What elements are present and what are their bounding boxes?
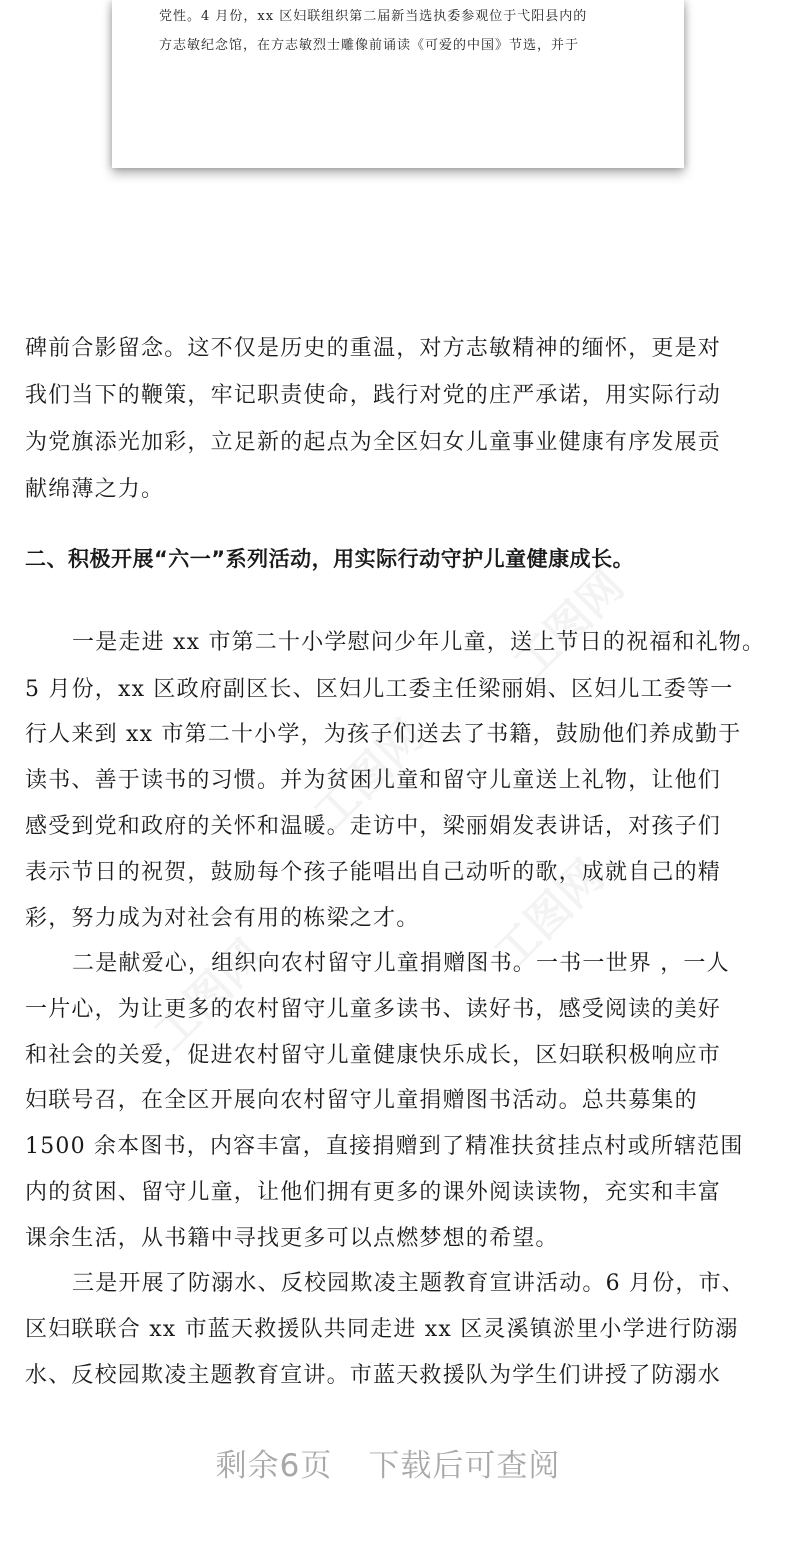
text-line: 读书、善于读书的习惯。并为贫困儿童和留守儿童送上礼物，让他们 [25, 768, 722, 793]
text-line: 表示节日的祝贺，鼓励每个孩子能唱出自己动听的歌，成就自己的精 [25, 860, 722, 885]
download-to-view-label: 下载后可查阅 [368, 1448, 561, 1484]
remaining-pages-hint[interactable] [0, 1440, 776, 1485]
text-line: 感受到党和政府的关怀和温暖。走访中，梁丽娟发表讲话，对孩子们 [25, 814, 722, 839]
watermark-icon: 工图网 [504, 560, 634, 690]
text-line: 水、反校园欺凌主题教育宣讲。市蓝天救援队为学生们讲授了防溺水 [25, 1363, 722, 1388]
text-line: 和社会的关爱，促进农村留守儿童健康快乐成长，区妇联积极响应市 [25, 1043, 722, 1068]
watermark-icon: 工图网 [144, 930, 274, 1060]
watermark-icon: 工图网 [304, 710, 434, 840]
text-line: 彩，努力成为对社会有用的栋梁之才。 [25, 906, 420, 931]
text-line: 区妇联联合 xx 市蓝天救援队共同走进 xx 区灵溪镇淤里小学进行防溺 [25, 1317, 739, 1342]
text-line: 一片心，为让更多的农村留守儿童多读书、读好书，感受阅读的美好 [25, 997, 722, 1022]
preview-line: 方志敏纪念馆，在方志敏烈士雕像前诵读《可爱的中国》节选，并于 [159, 38, 580, 53]
remaining-pages-label: 剩余6页 [215, 1448, 333, 1484]
text-line: 妇联号召，在全区开展向农村留守儿童捐赠图书活动。总共募集的 [25, 1088, 698, 1113]
text-line: 碑前合影留念。这不仅是历史的重温，对方志敏精神的缅怀，更是对 [25, 336, 722, 361]
watermark-icon: 工图网 [484, 850, 614, 980]
section-heading: 二、积极开展“六一”系列活动，用实际行动守护儿童健康成长。 [25, 547, 635, 571]
text-line: 为党旗添光加彩，立足新的起点为全区妇女儿童事业健康有序发展贡 [25, 430, 722, 455]
preview-line: 党性。4 月份，xx 区妇联组织第二届新当选执委参观位于弋阳县内的 [159, 9, 588, 24]
text-line: 5 月份，xx 区政府副区长、区妇儿工委主任梁丽娟、区妇儿工委等一 [25, 677, 734, 702]
text-line: 二是献爱心，组织向农村留守儿童捐赠图书。一书一世界 ，一人 [72, 951, 730, 976]
text-line: 三是开展了防溺水、反校园欺凌主题教育宣讲活动。6 月份，市、 [72, 1271, 745, 1296]
text-line: 课余生活，从书籍中寻找更多可以点燃梦想的希望。 [25, 1226, 559, 1251]
text-line: 献绵薄之力。 [25, 477, 165, 502]
text-line: 1500 余本图书，内容丰富，直接捐赠到了精准扶贫挂点村或所辖范围 [25, 1134, 744, 1159]
preview-page-card [112, 0, 684, 168]
text-line: 内的贫困、留守儿童，让他们拥有更多的课外阅读读物，充实和丰富 [25, 1180, 722, 1205]
text-line: 行人来到 xx 市第二十小学，为孩子们送去了书籍，鼓励他们养成勤于 [25, 722, 742, 747]
text-line: 我们当下的鞭策，牢记职责使命，践行对党的庄严承诺，用实际行动 [25, 383, 722, 408]
text-line: 一是走进 xx 市第二十小学慰问少年儿童，送上节日的祝福和礼物。 [72, 630, 766, 655]
